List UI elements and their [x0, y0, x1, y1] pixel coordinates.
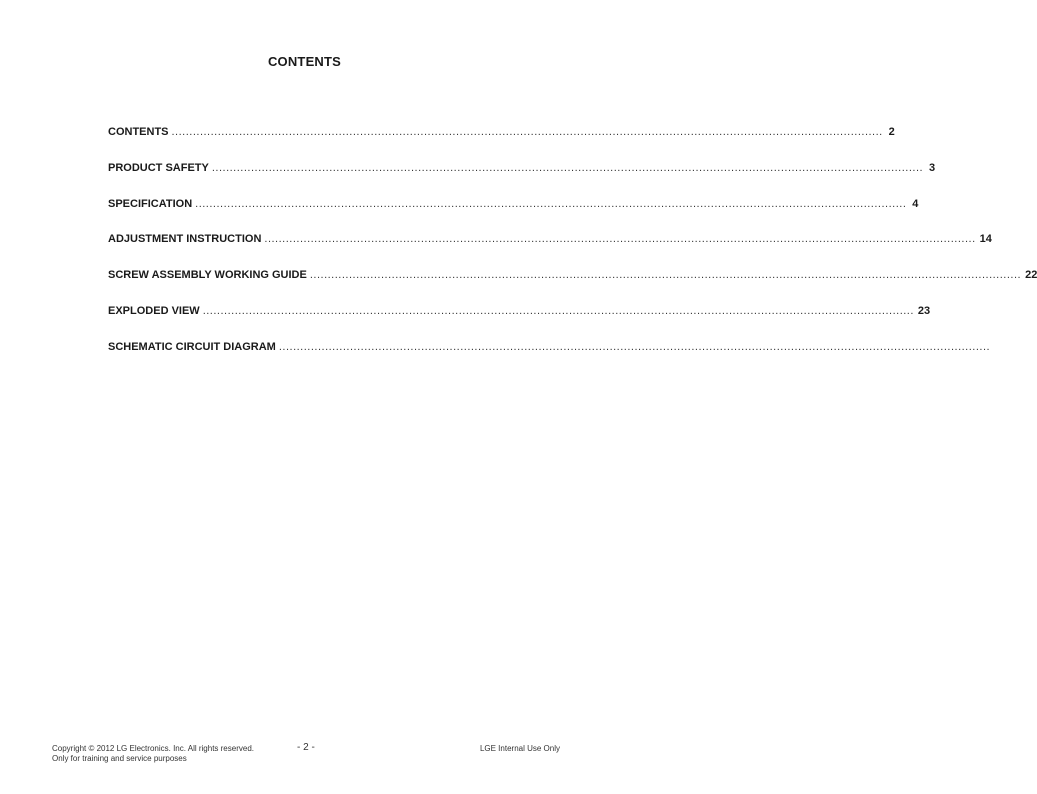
classification-label: LGE Internal Use Only [479, 744, 560, 753]
usage-notice-text: Only for training and service purposes [52, 754, 187, 763]
toc-leader-dots: ........................................................................................................................................................................................................ [171, 126, 883, 138]
toc-leader-dots: ........................................................................................................................................................................................................ [278, 340, 991, 353]
toc-entry-contents [108, 126, 895, 162]
page-title: CONTENTS [267, 54, 342, 69]
toc-entry-label: SCREW ASSEMBLY WORKING GUIDE [108, 269, 307, 282]
toc-entry-label: ADJUSTMENT INSTRUCTION [108, 233, 262, 246]
toc-entry-label: CONTENTS [108, 126, 169, 138]
toc-entry-exploded-view [108, 304, 931, 341]
toc-entry-page: 14 [979, 233, 992, 246]
toc-entry-label: SPECIFICATION [108, 197, 193, 210]
toc-leader-dots: ........................................................................................................................................................................................................ [309, 269, 1022, 282]
page-number: - 2 - [297, 742, 315, 753]
toc-entry-specification [108, 197, 919, 234]
toc-leader-dots: ........................................................................................................................................................................................................ [211, 161, 924, 174]
toc-entry-adjustment-instruction [108, 233, 992, 269]
toc-entry-product-safety [108, 161, 936, 198]
copyright-text: Copyright © 2012 LG Electronics. Inc. All rights reserved. [52, 744, 254, 753]
toc-entry-page: 2 [888, 126, 895, 138]
toc-entry-screw-assembly [108, 269, 1037, 305]
toc-entry-label: EXPLODED VIEW [108, 304, 200, 317]
toc-entry-page: 4 [912, 197, 919, 210]
toc-entry-page: 3 [928, 161, 936, 174]
toc-entry-page: 23 [917, 304, 931, 317]
table-of-contents [108, 126, 1037, 377]
toc-entry-page: 22 [1025, 269, 1037, 282]
toc-leader-dots: ........................................................................................................................................................................................................ [202, 304, 914, 317]
toc-leader-dots: ........................................................................................................................................................................................................ [195, 197, 907, 210]
toc-entry-label: PRODUCT SAFETY [108, 161, 209, 174]
toc-entry-label: SCHEMATIC CIRCUIT DIAGRAM [108, 340, 276, 353]
footer-copyright [52, 744, 292, 764]
toc-leader-dots: ........................................................................................................................................................................................................ [264, 233, 976, 246]
toc-entry-schematic-circuit-diagram [108, 340, 991, 377]
